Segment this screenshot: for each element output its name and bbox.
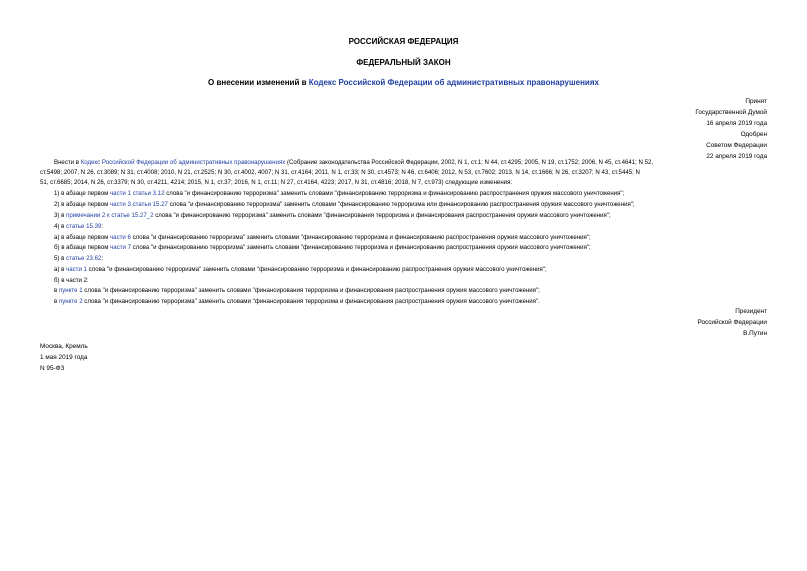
signature-line: Российской Федерации (697, 319, 767, 326)
item-link[interactable]: статье 15.39 (66, 223, 102, 230)
place-line: Москва, Кремль (40, 343, 88, 350)
date-line: 1 мая 2019 года (40, 354, 88, 361)
intro-line-2: ст.5498; 2007, N 26, ст.3089; N 31, ст.4008; 2010, N 21, ст.2525; N 30, ст.4002, 4007; N 31, ст.4164; 2011, N 1, ст.33; N 30, ст.4573; N 46, ст.6406; 2012, N 53, ст.7602; 2013, N 14, ст.1666; N 26, ст.3207; N 43, ст.5445; N (40, 169, 640, 176)
code-link[interactable]: Кодекс Российской Федерации об административных правонарушениях (80, 159, 286, 166)
item-link[interactable]: примечании 2 к статье 15.27_2 (66, 212, 154, 219)
item-link[interactable]: части 1 статьи 3.12 (110, 190, 165, 197)
item-link[interactable]: части 7 (110, 244, 131, 251)
item-text: слова "и финансированию терроризма" заменить словами "финансирования терроризма и финансирования распространения оружия массового уничтожения"; (153, 212, 611, 219)
item-4 (40, 222, 782, 232)
item-text: 3) в (54, 212, 67, 219)
item-text: в (54, 298, 59, 305)
item-text: слова "и финансированию терроризма" заменить словами "финансирования терроризма и финансирования распространения оружия массового уничтожения". (82, 298, 540, 305)
item-text: : (101, 223, 104, 230)
item-text: а) в абзаце первом (54, 234, 110, 241)
adoption-line: 16 апреля 2019 года (706, 120, 767, 127)
item-5a (40, 265, 782, 275)
signature-line: В.Путин (743, 330, 767, 337)
signature-line: Президент (735, 308, 767, 315)
adoption-block (695, 96, 767, 162)
item-3 (40, 211, 782, 221)
item-text: : (101, 255, 104, 262)
item-text: слова "и финансированию терроризма" заменить словами "финансированию терроризма и финансированию распространения оружия массового уничтожения"; (86, 266, 547, 273)
item-link[interactable]: пункте 1 (58, 287, 83, 294)
item-5b: б) в части 2: (54, 277, 89, 284)
item-2 (40, 200, 782, 210)
item-text: а) в (54, 266, 67, 273)
intro-text: Внести в (54, 159, 81, 166)
item-text: слова "и финансированию терроризма" заменить словами "финансированию терроризма и финансированию распространения оружия массового уничтожения"; (164, 190, 625, 197)
place-date-block (40, 341, 88, 374)
item-text: слова "и финансированию терроризма" заменить словами "финансированию терроризма и финансированию распространения оружия массового уничтожения"; (130, 244, 591, 251)
intro-text: (Собрание законодательства Российской Федерации, 2002, N 1, ст.1; N 44, ст.4295; 2005, N 19, ст.1752; 2006, N 45, ст.4641; N 52, (285, 159, 654, 166)
item-text: 1) в абзаце первом (54, 190, 110, 197)
item-4b (40, 243, 782, 253)
item-text: 5) в (54, 255, 67, 262)
item-text: слова "и финансированию терроризма" заменить словами "финансированию терроризма и финансированию распространения оружия массового уничтожения"; (130, 234, 591, 241)
law-number: N 95-ФЗ (40, 365, 65, 372)
law-title-prefix: О внесении изменений в (208, 78, 309, 87)
adoption-line: 22 апреля 2019 года (706, 153, 767, 160)
item-link[interactable]: статье 23.62 (66, 255, 102, 262)
item-text: 4) в (54, 223, 67, 230)
country-heading: РОССИЙСКАЯ ФЕДЕРАЦИЯ (348, 37, 459, 46)
law-type-heading: ФЕДЕРАЛЬНЫЙ ЗАКОН (356, 58, 451, 67)
item-link[interactable]: части 6 (110, 234, 131, 241)
item-text: б) в абзаце первом (54, 244, 111, 251)
item-link[interactable]: части 3 статьи 15.27 (110, 201, 168, 208)
item-text: слова "и финансированию терроризма" заменить словами "финансированию терроризма или финансированию распространения оружия массового уничтожения"; (167, 201, 635, 208)
item-text: 2) в абзаце первом (54, 201, 110, 208)
item-5b-2 (40, 297, 782, 307)
item-link[interactable]: пункте 2 (58, 298, 83, 305)
intro-line-1 (40, 158, 782, 168)
law-title-link[interactable]: Кодекс Российской Федерации об административных правонарушениях (308, 78, 599, 87)
item-link[interactable]: части 1 (66, 266, 87, 273)
adoption-line: Советом Федерации (706, 142, 767, 149)
item-text: в (54, 287, 59, 294)
item-4a (40, 233, 782, 243)
adoption-line: Государственной Думой (695, 109, 767, 116)
intro-line-3: 51, ст.6685; 2014, N 26, ст.3379; N 30, ст.4211, 4214; 2015, N 1, ст.37; 2016, N 1, ст.11; N 27, ст.4164, 4223; 2017, N 31, ст.4816; 2018, N 7, ст.973) следующие изменения: (40, 179, 513, 186)
law-title (0, 78, 807, 87)
item-1 (40, 189, 782, 199)
item-5b-1 (40, 286, 782, 296)
item-text: слова "и финансированию терроризма" заменить словами "финансирования терроризма и финансирования распространения оружия массового уничтожения"; (82, 287, 540, 294)
adoption-line: Одобрен (740, 131, 767, 138)
item-5 (40, 254, 782, 264)
signature-block (698, 306, 768, 339)
adoption-line: Принят (745, 98, 767, 105)
